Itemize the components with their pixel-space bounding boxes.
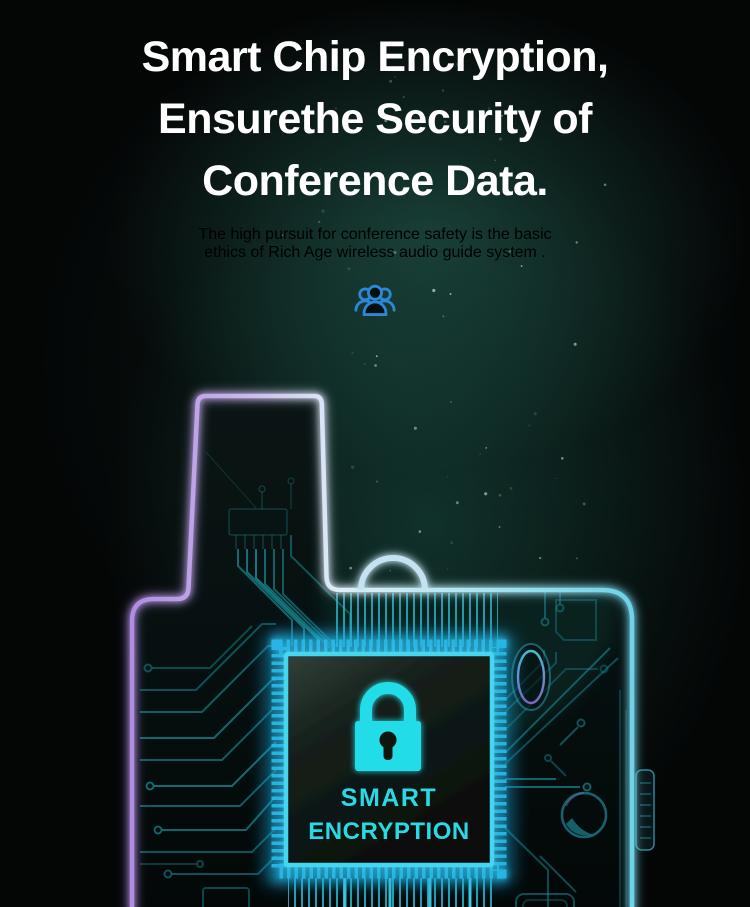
subtitle-line-2: ethics of Rich Age wireless audio guide system . [204, 244, 546, 261]
headline-line-1: Smart Chip Encryption, [141, 33, 609, 81]
subtitle-line-1: The high pursuit for conference safety is the basic [198, 226, 552, 243]
headline [0, 26, 750, 212]
chip-label-encryption: ENCRYPTION [308, 818, 470, 845]
indicator-circle [562, 793, 606, 837]
headline-line-3: Conference Data. [202, 157, 548, 205]
side-button [636, 770, 654, 850]
chip-label-smart: SMART [340, 784, 438, 812]
audience-group-icon [351, 278, 399, 326]
copy-block [0, 0, 750, 326]
headline-line-2: Ensurethe Security of [158, 95, 592, 143]
oval-button [512, 644, 550, 710]
encryption-chip [272, 640, 506, 878]
